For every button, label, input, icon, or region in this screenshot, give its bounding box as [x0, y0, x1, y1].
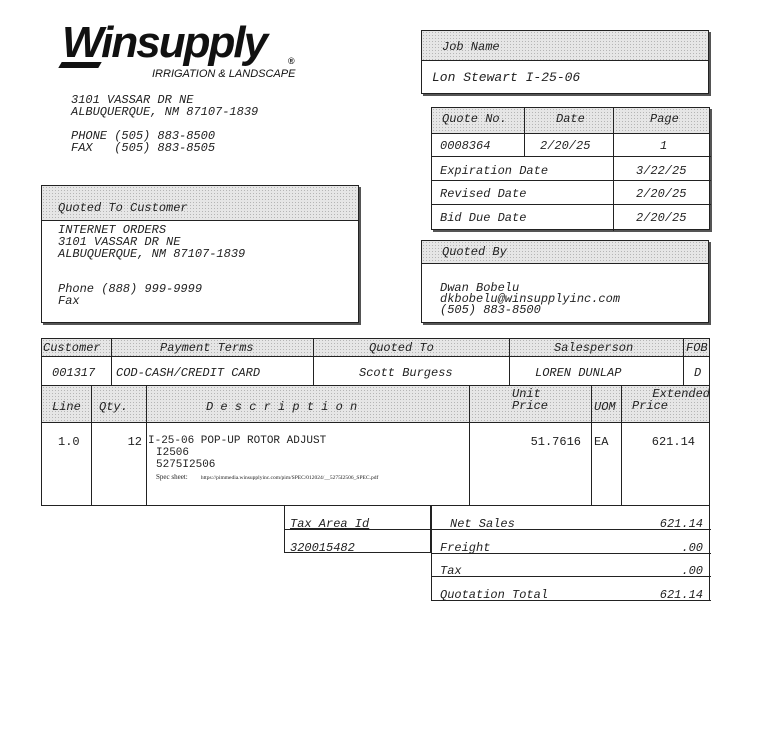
- revised-date-value: 2/20/25: [636, 187, 687, 201]
- company-phone: (505) 883-8500: [114, 129, 216, 143]
- quote-no-header: Quote No.: [442, 112, 507, 126]
- item-desc-line1: I-25-06 POP-UP ROTOR ADJUST: [148, 435, 327, 447]
- line-items-table: [41, 386, 710, 506]
- payment-terms-col-header: Payment Terms: [160, 341, 254, 355]
- quote-no-value: 0008364: [440, 139, 491, 153]
- line-col-header: Line: [52, 400, 81, 414]
- fob-col-header: FOB: [686, 341, 708, 355]
- revised-date-label: Revised Date: [440, 187, 527, 201]
- company-fax-label: FAX: [71, 141, 93, 155]
- qty-col-header: Qty.: [99, 400, 128, 414]
- item-desc-line2: I2506: [156, 447, 190, 459]
- quoted-to-customer-box: [41, 185, 359, 323]
- quotation-total-label: Quotation Total: [440, 588, 549, 602]
- extended-header-line2: Price: [632, 399, 669, 413]
- tax-area-box: [284, 506, 431, 553]
- customer-fax: Fax: [58, 294, 80, 308]
- expiration-date-value: 3/22/25: [636, 164, 687, 178]
- logo-subtitle: IRRIGATION & LANDSCAPE: [152, 68, 296, 80]
- tax-area-label: Tax Area Id: [290, 517, 370, 531]
- page-value: 1: [660, 139, 668, 153]
- customer-col-header: Customer: [43, 341, 101, 355]
- page-header: Page: [650, 112, 679, 126]
- bid-due-date-value: 2/20/25: [636, 211, 687, 225]
- quoted-to-value: Scott Burgess: [359, 366, 453, 380]
- company-address-line1: 3101 VASSAR DR NE: [71, 93, 194, 107]
- spec-sheet-link[interactable]: https://pimmedia.winsupplyinc.com/pim/SPEC/012024/__5275I2506_SPEC.pdf: [200, 475, 379, 481]
- quoted-by-box: [421, 240, 709, 323]
- freight-label: Freight: [440, 541, 491, 555]
- item-qty: 12: [127, 435, 142, 449]
- tax-area-value: 320015482: [290, 541, 355, 555]
- customer-number: 001317: [52, 366, 96, 380]
- quote-info-box: [431, 107, 710, 230]
- salesperson-value: LOREN DUNLAP: [535, 366, 622, 380]
- item-desc-line3: 5275I2506: [156, 459, 216, 471]
- item-description: [148, 435, 378, 484]
- company-address-line2: ALBUQUERQUE, NM 87107-1839: [71, 105, 259, 119]
- quoted-to-customer-header: Quoted To Customer: [58, 201, 188, 215]
- item-unit-price: 51.7616: [530, 435, 581, 449]
- registered-mark: ®: [288, 56, 295, 66]
- job-name-value: Lon Stewart I-25-06: [432, 70, 581, 85]
- quoted-by-header: Quoted By: [442, 245, 507, 259]
- spec-sheet-label: Spec sheet:: [156, 473, 188, 481]
- customer-line1: INTERNET ORDERS: [58, 223, 167, 237]
- company-fax: (505) 883-8505: [114, 141, 216, 155]
- uom-col-header: UOM: [594, 400, 616, 414]
- date-value: 2/20/25: [540, 139, 591, 153]
- quotation-total-value: 621.14: [659, 588, 703, 602]
- unit-price-col-header: [508, 388, 552, 412]
- customer-line3: ALBUQUERQUE, NM 87107-1839: [58, 247, 246, 261]
- bid-due-date-label: Bid Due Date: [440, 211, 527, 225]
- extended-header-line1: Extended: [652, 387, 710, 401]
- job-name-header: Job Name: [442, 40, 500, 54]
- customer-phone: Phone (888) 999-9999: [58, 282, 203, 296]
- net-sales-value: 621.14: [659, 517, 703, 531]
- tax-value: .00: [681, 564, 703, 578]
- description-col-header: D e s c r i p t i o n: [206, 400, 358, 414]
- customer-line2: 3101 VASSAR DR NE: [58, 235, 181, 249]
- logo-text: Winsupply: [62, 18, 267, 67]
- unit-price-header-line2: Price: [512, 399, 549, 413]
- quoted-by-email: dkbobelu@winsupplyinc.com: [440, 292, 621, 306]
- freight-value: .00: [681, 541, 703, 555]
- date-header: Date: [556, 112, 585, 126]
- unit-price-header-line1: Unit: [512, 387, 541, 401]
- item-uom: EA: [594, 435, 609, 449]
- tax-label: Tax: [440, 564, 462, 578]
- salesperson-col-header: Salesperson: [554, 341, 634, 355]
- item-line: 1.0: [58, 435, 80, 449]
- company-address: [71, 94, 258, 118]
- totals-box: [431, 506, 710, 601]
- extended-price-col-header: [632, 388, 710, 412]
- expiration-date-label: Expiration Date: [440, 164, 549, 178]
- job-name-box: [421, 30, 709, 94]
- order-header-table: [41, 338, 710, 386]
- payment-terms-value: COD-CASH/CREDIT CARD: [116, 366, 261, 380]
- quoted-by-name: Dwan Bobelu: [440, 281, 520, 295]
- company-contact: [71, 130, 215, 154]
- fob-value: D: [694, 366, 702, 380]
- item-extended-price: 621.14: [651, 435, 695, 449]
- quoted-by-phone: (505) 883-8500: [440, 303, 541, 317]
- quoted-to-col-header: Quoted To: [369, 341, 434, 355]
- net-sales-label: Net Sales: [450, 517, 515, 531]
- company-phone-label: PHONE: [71, 129, 108, 143]
